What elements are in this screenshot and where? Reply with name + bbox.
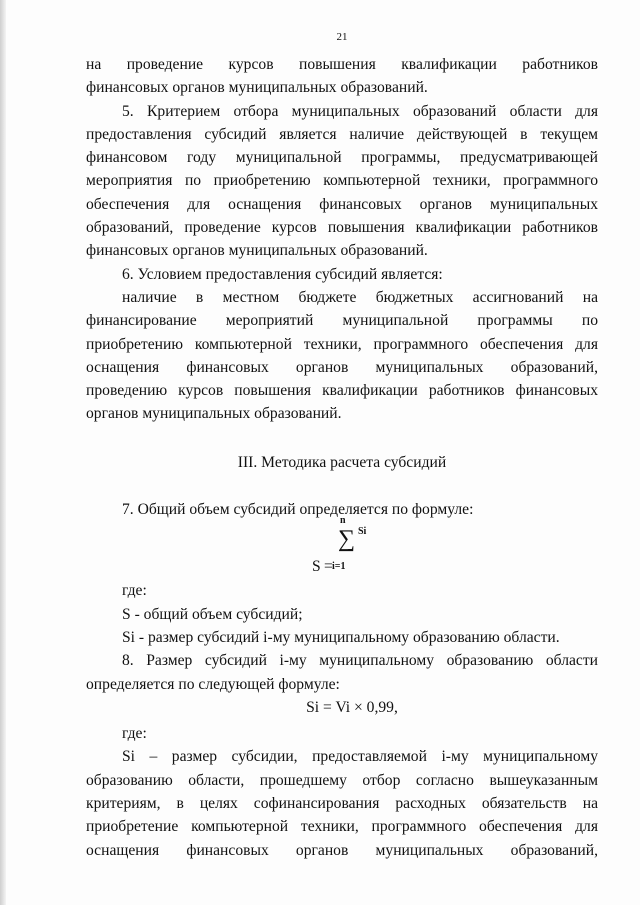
text-line: Si – размер субсидии, предоставляемой i-му муниципальному — [122, 748, 598, 766]
text-line: финансовых органов муниципальных образований. — [86, 242, 428, 260]
subsidy-formula: Si = Vi × 0,99, — [306, 698, 398, 716]
sum-formula — [86, 515, 598, 579]
sum-upper-limit: n — [340, 515, 346, 527]
text-line: определяется по следующей формуле: — [86, 675, 340, 693]
text-line: приобретение компьютерной техники, программного обеспечения для — [86, 818, 598, 836]
text-line: обеспечения для оснащения финансовых органов муниципальных — [86, 195, 598, 213]
text-line: предоставления субсидий является наличие действующей в текущем — [86, 125, 598, 143]
paragraph-7: 7. Общий объем субсидий определяется по формуле: — [122, 501, 474, 519]
definitions-and-paragraph-8 — [86, 579, 598, 695]
sum-term: Si — [358, 526, 367, 538]
text-line: критериям, в целях софинансирования расходных обязательств на — [86, 795, 598, 813]
paragraphs-4-6 — [86, 53, 598, 426]
text-line: на проведение курсов повышения квалификации работников — [86, 56, 598, 73]
sigma-symbol: ∑ — [338, 526, 356, 553]
page-number: 21 — [336, 31, 348, 43]
text-line: где: — [122, 582, 147, 600]
text-line: проведению курсов повышения квалификации работников финансовых — [86, 382, 598, 400]
text-line: где: — [122, 725, 147, 743]
formula-lhs: S — [312, 558, 321, 576]
text-line: финансовом году муниципальной программы, предусматривающей — [86, 149, 598, 167]
text-line: 5. Критерием отбора муниципальных образований области для — [122, 102, 598, 120]
definition-si — [86, 722, 598, 862]
text-line: Si - размер субсидий i-му муниципальному образованию области. — [122, 628, 560, 646]
sum-lower-limit: i=1 — [332, 561, 346, 573]
text-line: оснащения финансовых органов муниципальных образований, — [86, 358, 598, 376]
document-body — [86, 30, 598, 862]
formula-equals: = — [324, 558, 333, 576]
text-line: финансирование мероприятий муниципальной программы по — [86, 312, 598, 330]
text-line: 8. Размер субсидий i-му муниципальному образованию области — [122, 652, 598, 670]
text-line: оснащения финансовых органов муниципальных образований, — [86, 841, 598, 859]
text-line: 6. Условием предоставления субсидий является: — [122, 265, 443, 283]
text-line: финансовых органов муниципальных образований. — [86, 79, 428, 97]
text-line: мероприятия по приобретению компьютерной техники, программного — [86, 172, 598, 190]
text-line: образованию области, прошедшему отбор согласно вышеуказанным — [86, 771, 598, 789]
text-line: S - общий объем субсидий; — [122, 605, 303, 623]
section-heading: III. Методика расчета субсидий — [237, 453, 447, 471]
text-line: наличие в местном бюджете бюджетных ассигнований на — [122, 288, 598, 306]
text-line: приобретению компьютерной техники, программного обеспечения для — [86, 335, 598, 353]
page-edge-shadow — [0, 0, 6, 905]
text-line: образований, проведение курсов повышения квалификации работников — [86, 219, 598, 237]
text-line: органов муниципальных образований. — [86, 405, 342, 423]
